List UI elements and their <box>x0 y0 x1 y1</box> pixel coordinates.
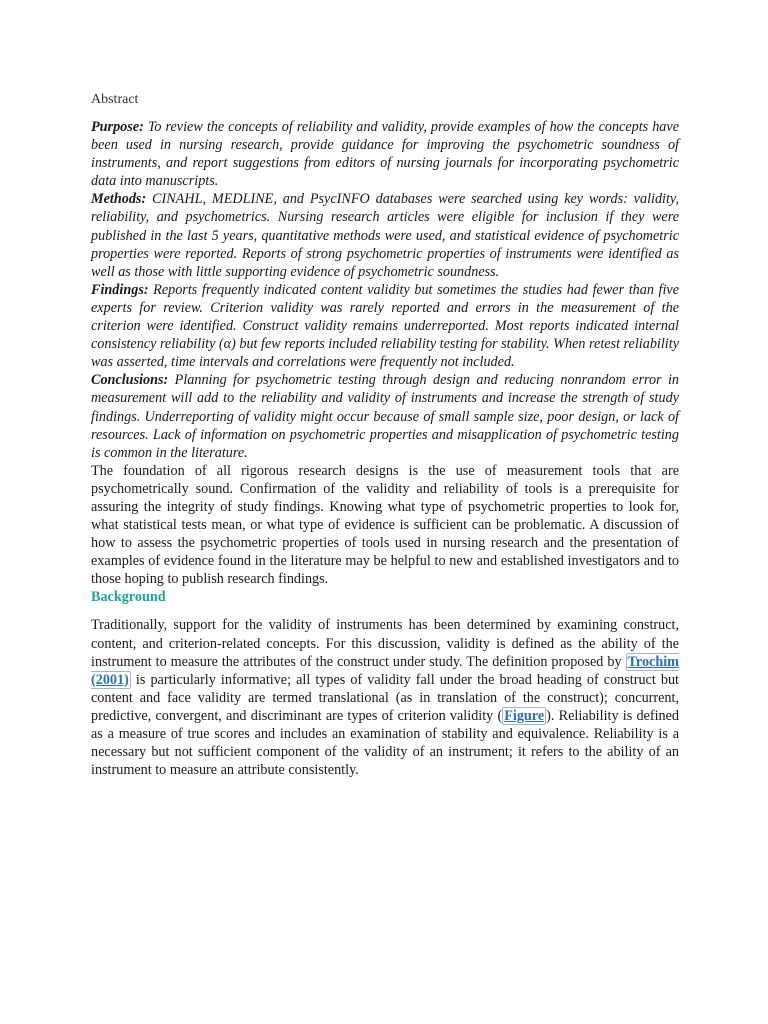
background-text-3: ). Reliability is defined as a measure of true scores and includes an examination of stability and equivalence. Reliability is a necessary but not sufficient component of the validity of an instrument; it refers to the ability of an instrument to measure an attribute consistently. <box>91 707 679 779</box>
methods-text: CINAHL, MEDLINE, and PsycINFO databases were searched using key words: validity, reliability, and psychometrics. Nursing research articles were eligible for inclusion if they were published in the last 5 years, quantitative methods were used, and statistical evidence of psychometric properties were reported. Reports of strong psychometric properties of instruments were identified as well as those with little supporting evidence of psychometric soundness. <box>91 191 679 280</box>
figure-link[interactable]: Figure <box>504 707 545 724</box>
trochim-citation-link[interactable]: Trochim (2001) <box>91 653 679 688</box>
conclusions-text: Planning for psychometric testing through design and reducing nonrandom error in measurement will add to the reliability and validity of instruments and increase the strength of study findings. Underreporting of validity might occur because of small sample size, poor design, or lack of resources. Lack of information on psychometric properties and misapplication of psychometric testing is common in the literature. <box>91 372 679 461</box>
background-text-1: Traditionally, support for the validity of instruments has been determined by examining construct, content, and criterion-related concepts. For this discussion, validity is defined as the ability of the instrument to measure the attributes of the construct under study. The definition proposed by <box>91 617 679 670</box>
abstract-heading: Abstract <box>91 92 139 107</box>
background-paragraph <box>91 616 679 779</box>
abstract-body <box>91 118 679 462</box>
purpose-text: To review the concepts of reliability and validity, provide examples of how the concepts have been used in nursing research, provide guidance for improving the psychometric soundness of instruments, and report suggestions from editors of nursing journals for incorporating psychometric data into manuscripts. <box>91 119 679 190</box>
background-text-2: is particularly informative; all types of validity fall under the broad heading of construct but content and face validity are termed translational (as in translation of the construct); concurrent, predictive, convergent, and discriminant are types of criterion validity ( <box>91 671 679 724</box>
purpose-label: Purpose: <box>91 119 144 135</box>
conclusions-label: Conclusions: <box>91 372 169 389</box>
document-page <box>91 91 679 779</box>
background-heading: Background <box>91 589 166 606</box>
findings-text: Reports frequently indicated content validity but sometimes the studies had fewer than five experts for review. Criterion validity was rarely reported and errors in the measurement of the criterion were identified. Construct validity remains underreported. Most reports indicated internal consistency reliability (α) but few reports included reliability testing for stability. When retest reliability was asserted, time intervals and correlations were frequently not included. <box>91 281 679 371</box>
findings-label: Findings: <box>91 281 149 298</box>
intro-paragraph: The foundation of all rigorous research designs is the use of measurement tools that are psychometrically sound. Confirmation of the validity and reliability of tools is a prerequisite for assuring the integrity of study findings. Knowing what type of psychometric properties to look for, what statistical tests mean, or what type of evidence is sufficient can be problematic. A discussion of how to assess the psychometric properties of tools used in nursing research and the presentation of examples of evidence found in the literature may be helpful to new and established investigators and to those hoping to publish research findings. <box>91 462 679 588</box>
methods-label: Methods: <box>91 191 147 208</box>
